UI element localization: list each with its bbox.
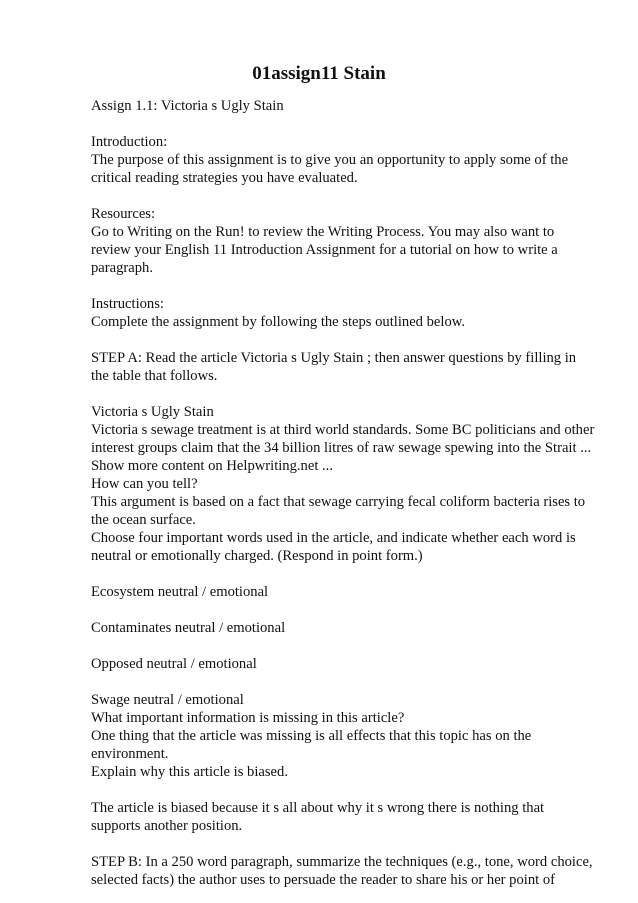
document-body bbox=[91, 97, 596, 889]
answer-biased: The article is biased because it s all about why it s wrong there is nothing that supports another position. bbox=[91, 800, 545, 834]
step-a-text: STEP A: Read the article Victoria s Ugly Stain ; then answer questions by filling in the table that follows. bbox=[91, 350, 577, 384]
resources-heading: Resources: bbox=[91, 206, 156, 222]
document-title: 01assign11 Stain bbox=[252, 63, 386, 84]
introduction-text: The purpose of this assignment is to give you an opportunity to apply some of the critical reading strategies you have evaluated. bbox=[91, 152, 569, 186]
word-item: Contaminates neutral / emotional bbox=[91, 620, 286, 636]
article-text: Victoria s sewage treatment is at third world standards. Some BC politicians and other interest groups claim that the 34 billion litres of raw sewage spewing into the Strait ... Show more content on Helpwriting.net ... bbox=[91, 422, 595, 474]
answer-how-tell: This argument is based on a fact that sewage carrying fecal coliform bacteria rises to the ocean surface. bbox=[91, 494, 586, 528]
question-four-words: Choose four important words used in the article, and indicate whether each word is neutral or emotionally charged. (Respond in point form.) bbox=[91, 530, 576, 564]
word-item: Swage neutral / emotional bbox=[91, 692, 244, 708]
instructions-text: Complete the assignment by following the steps outlined below. bbox=[91, 314, 465, 330]
step-b-text: STEP B: In a 250 word paragraph, summarize the techniques (e.g., tone, word choice, selected facts) the author uses to persuade the reader to share his or her point of bbox=[91, 854, 593, 888]
question-how-tell: How can you tell? bbox=[91, 476, 198, 492]
word-item: Opposed neutral / emotional bbox=[91, 656, 257, 672]
question-missing-info: What important information is missing in this article? bbox=[91, 710, 405, 726]
instructions-heading: Instructions: bbox=[91, 296, 164, 312]
introduction-heading: Introduction: bbox=[91, 134, 168, 150]
question-biased: Explain why this article is biased. bbox=[91, 764, 288, 780]
word-item: Ecosystem neutral / emotional bbox=[91, 584, 269, 600]
article-heading: Victoria s Ugly Stain bbox=[91, 404, 214, 420]
resources-text: Go to Writing on the Run! to review the Writing Process. You may also want to review your English 11 Introduction Assignment for a tutorial on how to write a paragraph. bbox=[91, 224, 558, 276]
assignment-subtitle: Assign 1.1: Victoria s Ugly Stain bbox=[91, 98, 284, 114]
answer-missing-info: One thing that the article was missing is all effects that this topic has on the environment. bbox=[91, 728, 532, 762]
